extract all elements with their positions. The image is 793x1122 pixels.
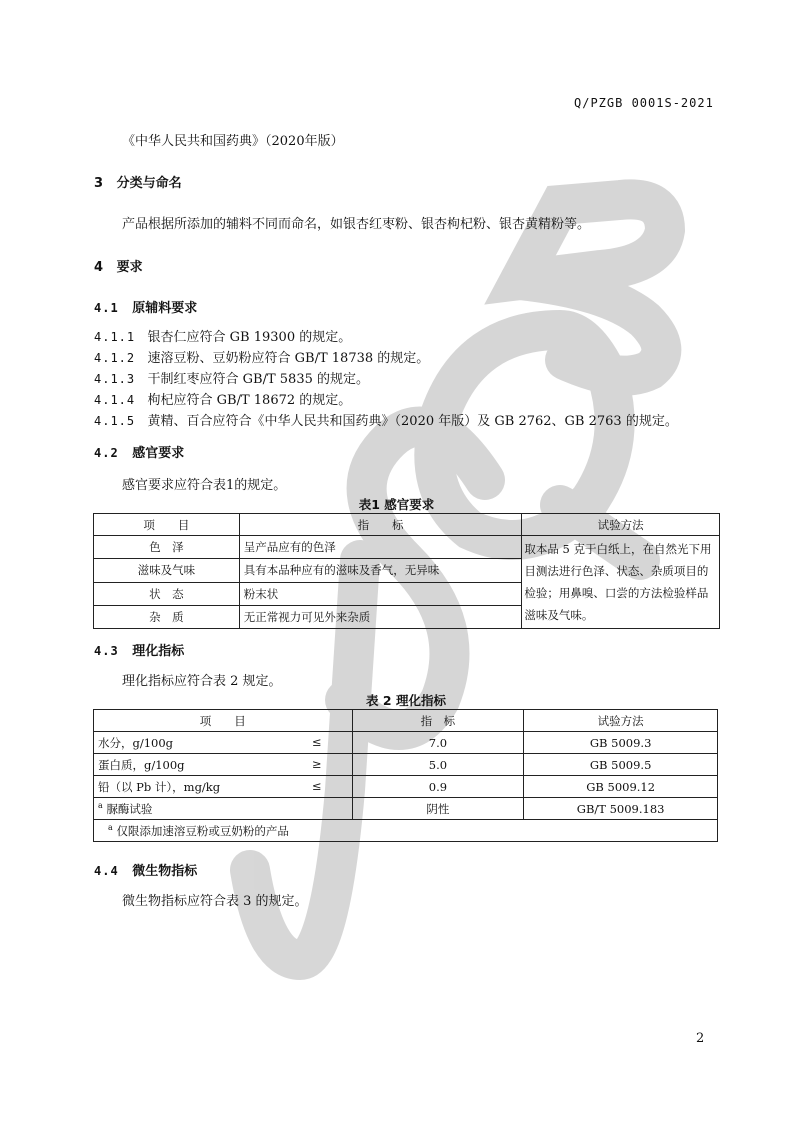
clause-text: 速溶豆粉、豆奶粉应符合 GB/T 18738 的规定。: [147, 351, 430, 366]
cell-method: GB 5009.12: [524, 776, 718, 798]
section-number: 4.1: [94, 301, 119, 315]
section-3-text: 产品根据所添加的辅料不同而命名，如银杏红枣粉、银杏枸杞粉、银杏黄精粉等。: [122, 217, 591, 232]
section-title: 理化指标: [132, 644, 185, 659]
cell-item: $^a$ 脲酶试验: [94, 798, 353, 820]
clause-number: 4.1.4: [94, 393, 136, 407]
section-4-4-heading: [94, 860, 197, 879]
cell-item: 色 泽: [94, 536, 240, 559]
header-method: 试验方法: [522, 514, 720, 536]
section-number: 4.2: [94, 446, 119, 460]
section-4-4-text: 微生物指标应符合表 3 的规定。: [122, 894, 308, 909]
cell-value: 阴性: [352, 798, 524, 820]
clause-number: 4.1.3: [94, 372, 136, 386]
clause-number: 4.1.1: [94, 330, 136, 344]
clause-text: 干制红枣应符合 GB/T 5835 的规定。: [147, 372, 370, 387]
section-number: 3: [94, 176, 104, 191]
clause-text: 枸杞应符合 GB/T 18672 的规定。: [147, 393, 352, 408]
header-value: 指 标: [239, 514, 522, 536]
header-item: 项 目: [94, 514, 240, 536]
table-row: [94, 754, 718, 776]
section-number: 4: [94, 260, 104, 275]
section-number: 4.3: [94, 644, 119, 658]
footnote-marker: a: [98, 800, 103, 810]
operator: ≥: [311, 756, 322, 771]
cell-item: 状 态: [94, 582, 240, 605]
document-code: Q/PZGB 0001S-2021: [574, 96, 714, 110]
cell-method: 取本品 5 克于白纸上，在自然光下用目测法进行色泽、状态、杂质项目的检验；用鼻嗅、口尝的方法检验样品滋味及气味。: [522, 536, 720, 629]
header-method: 试验方法: [524, 710, 718, 732]
clause-text: 黄精、百合应符合《中华人民共和国药典》（2020 年版）及 GB 2762、GB 2763 的规定。: [147, 414, 678, 429]
section-4-3-text: 理化指标应符合表 2 规定。: [122, 674, 282, 689]
clause-number: 4.1.5: [94, 414, 136, 428]
sensory-table: [93, 513, 720, 629]
section-4-2-heading: [94, 442, 184, 461]
cell-item: 滋味及气味: [94, 559, 240, 582]
clause-item: [94, 389, 678, 410]
table-2-caption: 表 2 理化指标: [366, 693, 446, 708]
section-title: 要求: [116, 260, 143, 275]
clause-item: [94, 410, 678, 431]
header-item: 项 目: [94, 710, 353, 732]
clause-text: 银杏仁应符合 GB 19300 的规定。: [147, 330, 352, 345]
page-number: 2: [696, 1031, 705, 1046]
cell-item: 铅（以 Pb 计），mg/kg ≤: [94, 776, 353, 798]
section-4-1-heading: [94, 297, 197, 316]
cell-method: GB/T 5009.183: [524, 798, 718, 820]
section-number: 4.4: [94, 864, 119, 878]
clause-item: [94, 326, 678, 347]
cell-method: GB 5009.5: [524, 754, 718, 776]
section-title: 感官要求: [132, 446, 185, 461]
cell-item: 蛋白质，g/100g ≥: [94, 754, 353, 776]
clause-item: [94, 368, 678, 389]
section-title: 分类与命名: [116, 176, 182, 191]
physicochemical-table: [93, 709, 718, 842]
table-footnote-row: [94, 820, 718, 842]
cell-value: 具有本品种应有的滋味及香气，无异味: [239, 559, 522, 582]
cell-value: 粉末状: [239, 582, 522, 605]
reference-line: 《中华人民共和国药典》（2020年版）: [122, 134, 344, 149]
cell-item: 水分，g/100g ≤: [94, 732, 353, 754]
operator: ≤: [311, 778, 322, 793]
cell-value: 无正常视力可见外来杂质: [239, 605, 522, 628]
cell-item: 杂 质: [94, 605, 240, 628]
table-row: [94, 732, 718, 754]
table-footnote: $^a$ 仅限添加速溶豆粉或豆奶粉的产品: [94, 820, 718, 842]
clause-item: [94, 347, 678, 368]
clause-list: [94, 326, 678, 431]
clause-number: 4.1.2: [94, 351, 136, 365]
cell-method: GB 5009.3: [524, 732, 718, 754]
table-header-row: [94, 514, 720, 536]
section-4-heading: [94, 256, 143, 275]
table-1-caption: 表1 感官要求: [358, 497, 435, 512]
section-4-2-text: 感官要求应符合表1的规定。: [122, 478, 287, 493]
section-3-heading: [94, 172, 182, 191]
section-title: 微生物指标: [132, 864, 198, 879]
table-row: [94, 536, 720, 559]
cell-value: 呈产品应有的色泽: [239, 536, 522, 559]
table-header-row: [94, 710, 718, 732]
section-title: 原辅料要求: [132, 301, 198, 316]
cell-value: 0.9: [352, 776, 524, 798]
operator: ≤: [311, 734, 322, 749]
cell-value: 7.0: [352, 732, 524, 754]
table-row: [94, 776, 718, 798]
table-row: [94, 798, 718, 820]
section-4-3-heading: [94, 640, 184, 659]
cell-value: 5.0: [352, 754, 524, 776]
header-value: 指 标: [352, 710, 524, 732]
